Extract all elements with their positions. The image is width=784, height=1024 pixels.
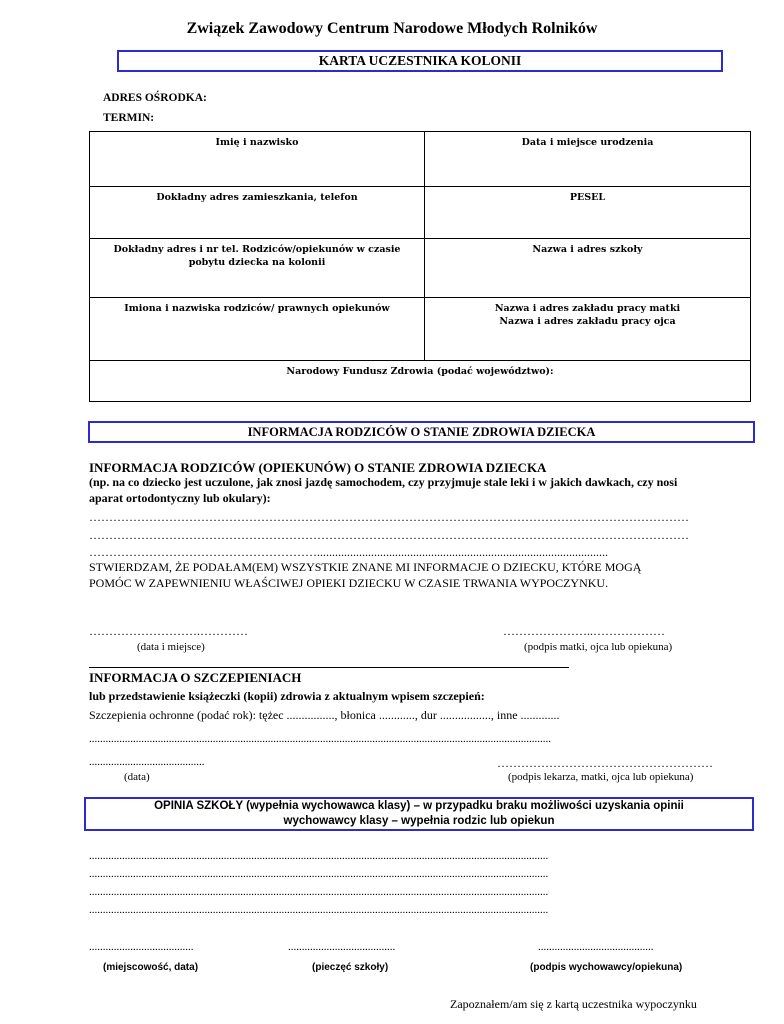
- health-dotted-line-3[interactable]: ………………………………………………….................................................................................................: [89, 545, 608, 559]
- school-stamp-caption: (pieczęć szkoły): [312, 962, 389, 973]
- nfz-label: Narodowy Fundusz Zdrowia (podać województwo):: [286, 366, 554, 377]
- card-title-box: [117, 50, 723, 72]
- health-signature-dots[interactable]: …………………..………………: [503, 624, 665, 638]
- name-field[interactable]: [90, 132, 425, 187]
- acknowledgement-text: Zapoznałem/am się z kartą uczestnika wypoczynku: [450, 997, 697, 1011]
- vaccination-signature-dots[interactable]: ………………………………………………: [497, 756, 713, 770]
- statement-line-1: STWIERDZAM, ŻE PODAŁAM(EM) WSZYSTKIE ZNANE MI INFORMACJE O DZIECKU, KTÓRE MOGĄ: [89, 560, 642, 574]
- school-label: Nazwa i adres szkoły: [532, 244, 643, 255]
- parents-address-label-1: Dokładny adres i nr tel. Rodziców/opiekunów w czasie: [113, 244, 401, 255]
- school-opinion-line-2: wychowawcy klasy – wypełnia rodzic lub opiekun: [283, 815, 555, 827]
- vaccination-details-line[interactable]: Szczepienia ochronne (podać rok): tężec ................, błonica ............, dur ................., inne .............: [89, 708, 560, 722]
- address-field[interactable]: [90, 187, 425, 239]
- school-teacher-signature-dots[interactable]: ..........................................: [538, 941, 654, 953]
- vaccination-dotted-line[interactable]: ........................................................................................................................................................................: [89, 733, 551, 745]
- vaccination-date-caption: (data): [124, 771, 150, 783]
- nfz-field[interactable]: [90, 361, 751, 402]
- birth-field[interactable]: [425, 132, 751, 187]
- parents-names-field[interactable]: [90, 298, 425, 361]
- health-heading: INFORMACJA RODZICÓW (OPIEKUNÓW) O STANIE ZDROWIA DZIECKA: [89, 460, 547, 475]
- organization-title: Związek Zawodowy Centrum Narodowe Młodych Rolników: [186, 20, 598, 37]
- pesel-field[interactable]: [425, 187, 751, 239]
- health-date-place-caption: (data i miejsce): [137, 641, 205, 653]
- parents-address-label-2: pobytu dziecka na kolonii: [188, 257, 326, 268]
- school-dotted-line-4[interactable]: .......................................................................................................................................................................: [89, 904, 549, 916]
- name-label: Imię i nazwisko: [215, 137, 299, 148]
- center-address-label: ADRES OŚRODKA:: [103, 92, 207, 104]
- health-dotted-line-2[interactable]: ……………………………………………………………………………………………………………………………………: [89, 528, 689, 542]
- father-workplace-label: Nazwa i adres zakładu pracy ojca: [499, 316, 676, 327]
- school-field[interactable]: [425, 239, 751, 298]
- health-subheading-2: aparat ortodontyczny lub okulary):: [89, 491, 271, 505]
- school-place-date-dots[interactable]: ......................................: [89, 941, 194, 953]
- section-divider: [89, 667, 569, 668]
- health-date-place-dots[interactable]: ……………………….…………: [89, 624, 248, 638]
- pesel-label: PESEL: [569, 192, 606, 203]
- school-dotted-line-2[interactable]: .......................................................................................................................................................................: [89, 868, 549, 880]
- health-subheading-1: (np. na co dziecko jest uczulone, jak znosi jazdę samochodem, czy przyjmuje stale leki i w jakich dawkach, czy nosi: [89, 475, 678, 489]
- address-label: Dokładny adres zamieszkania, telefon: [156, 192, 358, 203]
- school-dotted-line-1[interactable]: .......................................................................................................................................................................: [89, 850, 549, 862]
- workplaces-field[interactable]: [425, 298, 751, 361]
- parents-names-label: Imiona i nazwiska rodziców/ prawnych opiekunów: [124, 303, 390, 314]
- school-dotted-line-3[interactable]: .......................................................................................................................................................................: [89, 886, 549, 898]
- school-opinion-box: [84, 797, 754, 831]
- health-dotted-line-1[interactable]: ……………………………………………………………………………………………………………………………………: [89, 510, 689, 524]
- health-info-box-title: INFORMACJA RODZICÓW O STANIE ZDROWIA DZIECKA: [247, 424, 596, 439]
- vaccination-signature-caption: (podpis lekarza, matki, ojca lub opiekuna): [508, 771, 694, 783]
- birth-label: Data i miejsce urodzenia: [521, 137, 654, 148]
- vaccination-heading: INFORMACJA O SZCZEPIENIACH: [89, 670, 302, 685]
- vaccination-date-dots[interactable]: ..........................................: [89, 756, 205, 768]
- school-place-date-caption: (miejscowość, data): [103, 962, 199, 973]
- vaccination-subheading: lub przedstawienie książeczki (kopii) zdrowia z aktualnym wpisem szczepień:: [89, 689, 485, 703]
- participant-form-table: [89, 131, 751, 402]
- term-label: TERMIN:: [103, 112, 155, 124]
- statement-line-2: POMÓC W ZAPEWNIENIU WŁAŚCIWEJ OPIEKI DZIECKU W CZASIE TRWANIA WYPOCZYNKU.: [89, 576, 609, 590]
- school-teacher-signature-caption: (podpis wychowawcy/opiekuna): [530, 962, 683, 973]
- school-opinion-line-1: OPINIA SZKOŁY (wypełnia wychowawca klasy) – w przypadku braku możliwości uzyskania opinii: [154, 800, 684, 812]
- parents-address-field[interactable]: [90, 239, 425, 298]
- mother-workplace-label: Nazwa i adres zakładu pracy matki: [494, 303, 681, 314]
- school-stamp-dots[interactable]: .......................................: [288, 941, 396, 953]
- card-title: KARTA UCZESTNIKA KOLONII: [318, 53, 522, 68]
- health-info-box: [88, 421, 755, 443]
- health-signature-caption: (podpis matki, ojca lub opiekuna): [524, 641, 673, 653]
